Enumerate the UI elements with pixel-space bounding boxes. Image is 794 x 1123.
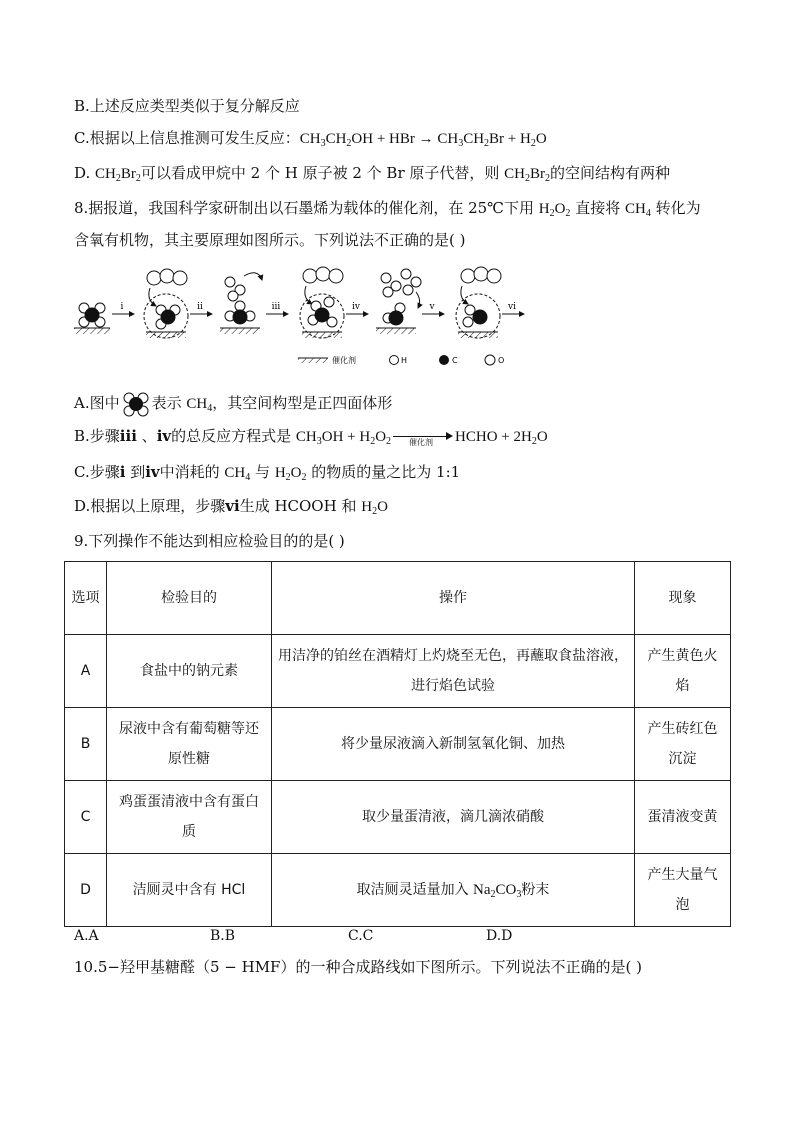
cell-option: C	[65, 781, 107, 854]
step-label-v: v	[429, 302, 435, 312]
cell-operation: 取少量蛋清液，滴几滴浓硝酸	[272, 781, 635, 854]
table-row	[65, 635, 731, 708]
cell-operation: 将少量尿液滴入新制氢氧化铜、加热	[272, 708, 635, 781]
reaction-b-right: HCHO + $2H_2O$	[455, 429, 548, 447]
step-label-i: i	[120, 302, 124, 312]
answer-option-b: B.B	[210, 928, 236, 944]
cell-phenomenon: 产生大量气泡	[635, 854, 731, 927]
table-header-row	[65, 562, 731, 635]
table-row	[65, 781, 731, 854]
stage-3	[300, 267, 344, 338]
step-label-ii: ii	[197, 302, 203, 312]
legend-o-label: O	[498, 356, 505, 365]
formula-h2o-d: $H_2O$	[361, 499, 388, 517]
cell-phenomenon: 产生黄色火焰	[635, 635, 731, 708]
q10-stem: 10.5−羟甲基糖醛（5 − HMF）的一种合成路线如下图所示。下列说法不正确的是( )	[74, 958, 642, 976]
formula-ch2br2: $CH_2Br_2$	[95, 166, 141, 184]
q8-option-c: C.步骤i 到iv中消耗的 $CH_4$ 与 $H_2O_2$ 的物质的量之比为 1:1	[74, 463, 461, 483]
catalyst-arrow: 催化剂	[393, 430, 453, 444]
diagram-legend	[298, 355, 504, 365]
q7-option-c: C.根据以上信息推测可发生反应：$CH_3CH_2OH$ + HBr → $CH_3CH_2Br + H_2O$	[74, 129, 547, 149]
table-row	[65, 708, 731, 781]
cell-purpose: 洁厕灵中含有 HCl	[107, 854, 272, 927]
stage-4	[376, 269, 421, 334]
formula-h2o2-c: $H_2O_2$	[274, 465, 307, 483]
formula-na2co3: $Na_2CO_3$	[473, 882, 522, 900]
stage-5	[456, 267, 501, 338]
legend-h-label: H	[401, 356, 408, 365]
cell-purpose: 食盐中的钠元素	[107, 635, 272, 708]
q7-option-d: D. $CH_2Br_2$可以看成甲烷中 2 个 H 原子被 2 个 Br 原子代替，则 $CH_2Br_2$的空间结构有两种	[74, 164, 671, 184]
cell-operation: 用洁净的铂丝在酒精灯上灼烧至无色，再蘸取食盐溶液，进行焰色试验	[272, 635, 635, 708]
formula-ch4-a: $CH_4$	[186, 396, 213, 414]
reaction-mechanism-diagram	[70, 262, 550, 374]
answer-option-d: D.D	[486, 928, 513, 944]
step-label-vi: vi	[508, 302, 516, 312]
formula-ch2br2-2: $CH_2Br_2$	[504, 166, 550, 184]
header-purpose: 检验目的	[107, 562, 272, 635]
header-operation: 操作	[272, 562, 635, 635]
cell-option: A	[65, 635, 107, 708]
cell-purpose: 鸡蛋蛋清液中含有蛋白质	[107, 781, 272, 854]
step-label-iv: iv	[352, 302, 360, 312]
cell-phenomenon: 产生砖红色沉淀	[635, 708, 731, 781]
legend-c-label: C	[452, 356, 458, 365]
formula-ch4: $CH_4$	[624, 201, 651, 219]
cell-phenomenon: 蛋清液变黄	[635, 781, 731, 854]
stage-1	[144, 269, 188, 338]
q9-answer-options	[74, 928, 634, 946]
stage-0-ch4	[74, 303, 110, 334]
formula-h2o2: $H_2O_2$	[538, 201, 571, 219]
q8-stem-line1: 8.据报道，我国科学家研制出以石墨烯为载体的催化剂，在 25℃下用 $H_2O_2$ 直接将 $CH_4$ 转化为	[74, 199, 701, 219]
legend-catalyst-label: 催化剂	[332, 356, 356, 365]
cell-operation: 取洁厕灵适量加入 $Na_2CO_3$粉末	[272, 854, 635, 927]
answer-option-c: C.C	[348, 928, 374, 944]
ch4-molecule-icon	[121, 390, 151, 418]
q7-option-b: B.上述反应类型类似于复分解反应	[74, 97, 300, 115]
q9-stem: 9.下列操作不能达到相应检验目的的是( )	[74, 532, 345, 550]
header-phenomenon: 现象	[635, 562, 731, 635]
q8-option-d: D.根据以上原理，步骤vi生成 HCOOH 和 $H_2O$	[74, 497, 388, 517]
cell-option: D	[65, 854, 107, 927]
header-option: 选项	[65, 562, 107, 635]
step-label-iii: iii	[271, 302, 281, 312]
cell-purpose: 尿液中含有葡萄糖等还原性糖	[107, 708, 272, 781]
q8-option-b: B.步骤iii 、iv的总反应方程式是 $CH_3OH + H_2O_2$ 催化剂 HCHO + $2H_2O$	[74, 427, 548, 447]
answer-option-a: A.A	[74, 928, 99, 944]
q8-stem-line2: 含氧有机物，其主要原理如图所示。下列说法不正确的是( )	[74, 231, 466, 249]
cell-option: B	[65, 708, 107, 781]
reaction-equation: $CH_3CH_2OH$ + HBr → $CH_3CH_2Br + H_2O$	[299, 131, 547, 149]
q8-option-a: A.图中 表示 $CH_4$，其空间构型是正四面体形	[74, 390, 392, 418]
stage-2	[220, 273, 262, 334]
table-row	[65, 854, 731, 927]
experiment-table	[64, 561, 731, 927]
formula-ch4-c: $CH_4$	[224, 465, 251, 483]
reaction-b-left: $CH_3OH + H_2O_2$	[295, 429, 392, 447]
